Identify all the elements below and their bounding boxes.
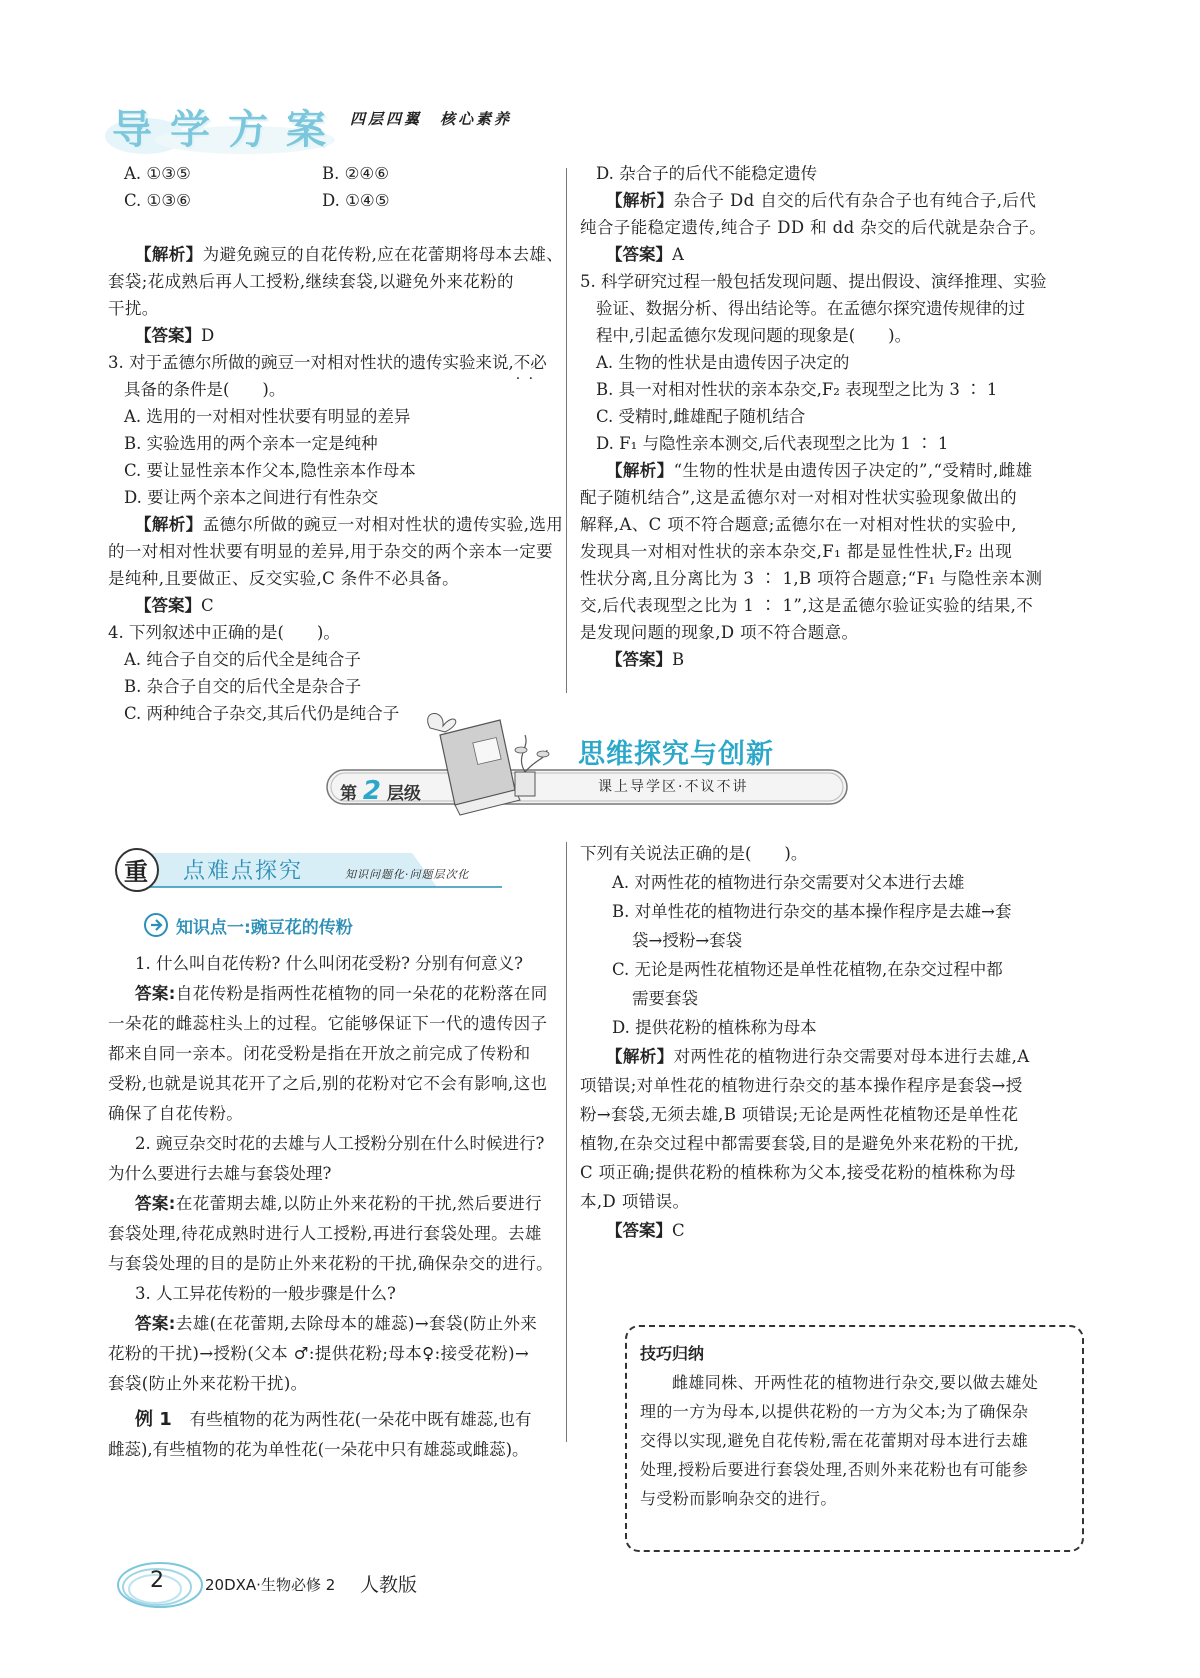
kp-answer-1: 确保了自花传粉。: [108, 1104, 244, 1123]
answer-value: B: [672, 650, 685, 669]
q3-option: B. 实验选用的两个亲本一定是纯种: [124, 434, 378, 453]
kp-question-2: 为什么要进行去雄与套袋处理?: [108, 1164, 332, 1183]
answer-tag: 【答案】: [606, 1221, 672, 1240]
example-analysis-line: C 项正确;提供花粉的植株称为父本,接受花粉的植株称为母: [580, 1163, 1016, 1182]
example-analysis-line: [606, 1043, 1030, 1071]
tip-line: 处理,授粉后要进行套袋处理,否则外来花粉也有可能参: [640, 1460, 1029, 1479]
example-answer: [606, 1217, 685, 1245]
q2-analysis-line: 套袋;花成熟后再人工授粉,继续套袋,以避免外来花粉的: [108, 272, 514, 291]
answer-value: C: [672, 1221, 685, 1240]
q5-stem: 程中,引起孟德尔发现问题的现象是( )。: [596, 326, 912, 345]
q3-option: A. 选用的一对相对性状要有明显的差异: [124, 407, 411, 426]
q5-analysis-line: 交,后代表现型之比为 1 ∶ 1”,这是孟德尔验证实验的结果,不: [580, 596, 1034, 615]
tip-line: 雌雄同株、开两性花的植物进行杂交,要以做去雄处: [672, 1373, 1039, 1392]
example-analysis-line: 本,D 项错误。: [580, 1192, 690, 1211]
q4-option: B. 杂合子自交的后代全是杂合子: [124, 677, 362, 696]
q5-analysis-line: 配子随机结合”,这是孟德尔对一对相对性状实验现象做出的: [580, 488, 1017, 507]
emphasis-text: 不必 · ·: [514, 353, 547, 372]
answer-value: A: [672, 245, 684, 264]
q5-option: B. 具一对相对性状的亲本杂交,F₂ 表现型之比为 3 ∶ 1: [596, 380, 998, 399]
q2-option-a: A. ①③⑤: [124, 164, 191, 183]
answer-tag: 答案:: [135, 1314, 176, 1333]
kp-answer-2: 套袋处理,待花成熟时进行人工授粉,再进行套袋处理。去雄: [108, 1224, 542, 1243]
banner-title: 思维探究与创新: [578, 739, 774, 770]
analysis-tag: 【解析】: [606, 461, 674, 480]
section-badge: 重: [124, 858, 148, 886]
q4-option: C. 两种纯合子杂交,其后代仍是纯合子: [124, 704, 400, 723]
text: 对两性花的植物进行杂交需要对母本进行去雄,A: [673, 1047, 1030, 1066]
header-title: 导学方案: [112, 107, 344, 153]
section-title: 点难点探究: [183, 859, 304, 884]
example-label: 例 1: [135, 1409, 172, 1430]
q4-option: A. 纯合子自交的后代全是纯合子: [124, 650, 361, 669]
text: 有些植物的花为两性花(一朵花中既有雄蕊,也有: [189, 1410, 532, 1429]
example-option: B. 对单性花的植物进行杂交的基本操作程序是去雄→套: [612, 902, 1012, 921]
q3-stem: [108, 349, 547, 377]
example-option: D. 提供花粉的植株称为母本: [612, 1018, 817, 1037]
example-option: A. 对两性花的植物进行杂交需要对父本进行去雄: [612, 873, 965, 892]
answer-value: C: [201, 596, 214, 615]
answer-tag: 【答案】: [135, 596, 201, 615]
q2-analysis-line: 干扰。: [108, 299, 159, 318]
q2-option-b: B. ②④⑥: [322, 164, 389, 183]
q3-analysis-line: 的一对相对性状要有明显的差异,用于杂交的两个亲本一定要: [108, 542, 554, 561]
kp-answer-1: [135, 980, 548, 1008]
q4-analysis-line: 纯合子能稳定遗传,纯合子 DD 和 dd 杂交的后代就是杂合子。: [580, 218, 1047, 237]
q2-analysis-line: [135, 241, 563, 269]
kp-answer-2: [135, 1190, 542, 1218]
kp-answer-1: 一朵花的雌蕊柱头上的过程。它能够保证下一代的遗传因子: [108, 1014, 548, 1033]
header-subtitle: 四层四翼 核心素养: [350, 110, 513, 128]
answer-tag: 【答案】: [135, 326, 201, 345]
q5-stem: 5. 科学研究过程一般包括发现问题、提出假设、演绎推理、实验: [580, 272, 1047, 291]
q3-option: D. 要让两个亲本之间进行有性杂交: [124, 488, 379, 507]
q5-stem: 验证、数据分析、得出结论等。在孟德尔探究遗传规律的过: [596, 299, 1025, 318]
q4-stem: 4. 下列叙述中正确的是( )。: [108, 623, 340, 642]
example-analysis-line: 项错误;对单性花的植物进行杂交的基本操作程序是套袋→授: [580, 1076, 1023, 1095]
q4-analysis-line: [606, 187, 1036, 215]
text: 杂合子 Dd 自交的后代有杂合子也有纯合子,后代: [673, 191, 1037, 210]
q3-analysis-line: 是纯种,且要做正、反交实验,C 条件不必具备。: [108, 569, 460, 588]
q3-stem: 具备的条件是( )。: [124, 380, 286, 399]
text: 去雄(在花蕾期,去除母本的雄蕊)→套袋(防止外来: [175, 1314, 538, 1333]
kp-answer-3: 套袋(防止外来花粉干扰)。: [108, 1374, 308, 1393]
text: 孟德尔所做的豌豆一对相对性状的遗传实验,选用: [202, 515, 564, 534]
kp-question-2: 2. 豌豆杂交时花的去雄与人工授粉分别在什么时候进行?: [135, 1134, 545, 1153]
layer-number: 2: [362, 776, 382, 806]
analysis-tag: 【解析】: [135, 245, 203, 264]
kp-answer-1: 受粉,也就是说其花开了之后,别的花粉对它不会有影响,这也: [108, 1074, 548, 1093]
kp-question-1: 1. 什么叫自花传粉? 什么叫闭花受粉? 分别有何意义?: [135, 954, 524, 973]
answer-tag: 答案:: [135, 1194, 176, 1213]
text: “生物的性状是由遗传因子决定的”,“受精时,雌雄: [673, 461, 1033, 480]
layer-label: [340, 776, 421, 806]
banner-subtitle: 课上导学区·不议不讲: [598, 779, 749, 795]
q2-option-d: D. ①④⑤: [322, 191, 390, 210]
text: 3. 对于孟德尔所做的豌豆一对相对性状的遗传实验来说,: [108, 353, 514, 372]
analysis-tag: 【解析】: [606, 1047, 674, 1066]
q5-analysis-line: 发现具一对相对性状的亲本杂交,F₁ 都是显性性状,F₂ 出现: [580, 542, 1013, 561]
tip-title: 技巧归纳: [640, 1344, 705, 1363]
text: 为避免豌豆的自花传粉,应在花蕾期将母本去雄、: [202, 245, 564, 264]
example-option: C. 无论是两性花植物还是单性花植物,在杂交过程中都: [612, 960, 1003, 979]
q5-analysis-line: 是发现问题的现象,D 项不符合题意。: [580, 623, 859, 642]
example-option: 需要套袋: [632, 989, 698, 1008]
answer-tag: 答案:: [135, 984, 176, 1003]
column-divider: [566, 842, 567, 1442]
q5-analysis-line: [606, 457, 1033, 485]
kp-answer-1: 都来自同一亲本。闭花受粉是指在开放之前完成了传粉和: [108, 1044, 531, 1063]
text: 在花蕾期去雄,以防止外来花粉的干扰,然后要进行: [175, 1194, 543, 1213]
arrow-circle-icon: [143, 912, 169, 938]
layer-prefix: 第: [340, 784, 357, 804]
knowledge-point-title: 知识点一:豌豆花的传粉: [176, 918, 353, 938]
q5-option: C. 受精时,雌雄配子随机结合: [596, 407, 806, 426]
text: 自花传粉是指两性花植物的同一朵花的花粉落在同: [175, 984, 548, 1003]
example-analysis-line: 粉→套袋,无须去雄,B 项错误;无论是两性花植物还是单性花: [580, 1105, 1019, 1124]
analysis-tag: 【解析】: [135, 515, 203, 534]
example-analysis-line: 植物,在杂交过程中都需要套袋,目的是避免外来花粉的干扰,: [580, 1134, 1020, 1153]
q4-answer: [606, 241, 684, 269]
page-number: 2: [150, 1568, 164, 1593]
tip-line: 交得以实现,避免自花传粉,需在花蕾期对母本进行去雄: [640, 1431, 1029, 1450]
section-subtitle: 知识问题化·问题层次化: [345, 868, 470, 881]
q3-option: C. 要让显性亲本作父本,隐性亲本作母本: [124, 461, 416, 480]
example-option: 袋→授粉→套袋: [632, 931, 743, 950]
kp-answer-3: [135, 1310, 537, 1338]
example-1: [135, 1406, 531, 1434]
answer-value: D: [201, 326, 215, 345]
edition: 人教版: [360, 1574, 418, 1596]
q5-analysis-line: 性状分离,且分离比为 3 ∶ 1,B 项符合题意;“F₁ 与隐性亲本测: [580, 569, 1043, 588]
answer-tag: 【答案】: [606, 245, 672, 264]
kp-answer-3: 花粉的干扰)→授粉(父本 ♂:提供花粉;母本♀:接受花粉)→: [108, 1344, 530, 1363]
example-stem: 下列有关说法正确的是( )。: [580, 844, 808, 863]
q5-answer: [606, 646, 684, 674]
tip-line: 理的一方为母本,以提供花粉的一方为父本;为了确保杂: [640, 1402, 1029, 1421]
layer-suffix: 层级: [386, 784, 421, 804]
q5-option: A. 生物的性状是由遗传因子决定的: [596, 353, 850, 372]
q2-answer: [135, 322, 214, 350]
analysis-tag: 【解析】: [606, 191, 674, 210]
q4-option: D. 杂合子的后代不能稳定遗传: [596, 164, 818, 183]
q5-option: D. F₁ 与隐性亲本测交,后代表现型之比为 1 ∶ 1: [596, 434, 949, 453]
kp-question-3: 3. 人工异花传粉的一般步骤是什么?: [135, 1284, 396, 1303]
book-code: 20DXA·生物必修 2: [205, 1576, 336, 1594]
q5-analysis-line: 解释,A、C 项不符合题意;孟德尔在一对相对性状的实验中,: [580, 515, 1017, 534]
knowledge-point-icon: [143, 912, 169, 942]
column-divider: [566, 168, 567, 693]
answer-tag: 【答案】: [606, 650, 672, 669]
tip-line: 与受粉而影响杂交的进行。: [640, 1489, 837, 1508]
q3-analysis-line: [135, 511, 563, 539]
kp-answer-2: 与套袋处理的目的是防止外来花粉的干扰,确保杂交的进行。: [108, 1254, 554, 1273]
example-1: 雌蕊),有些植物的花为单性花(一朵花中只有雄蕊或雌蕊)。: [108, 1440, 529, 1459]
q2-option-c: C. ①③⑥: [124, 191, 191, 210]
q3-answer: [135, 592, 214, 620]
